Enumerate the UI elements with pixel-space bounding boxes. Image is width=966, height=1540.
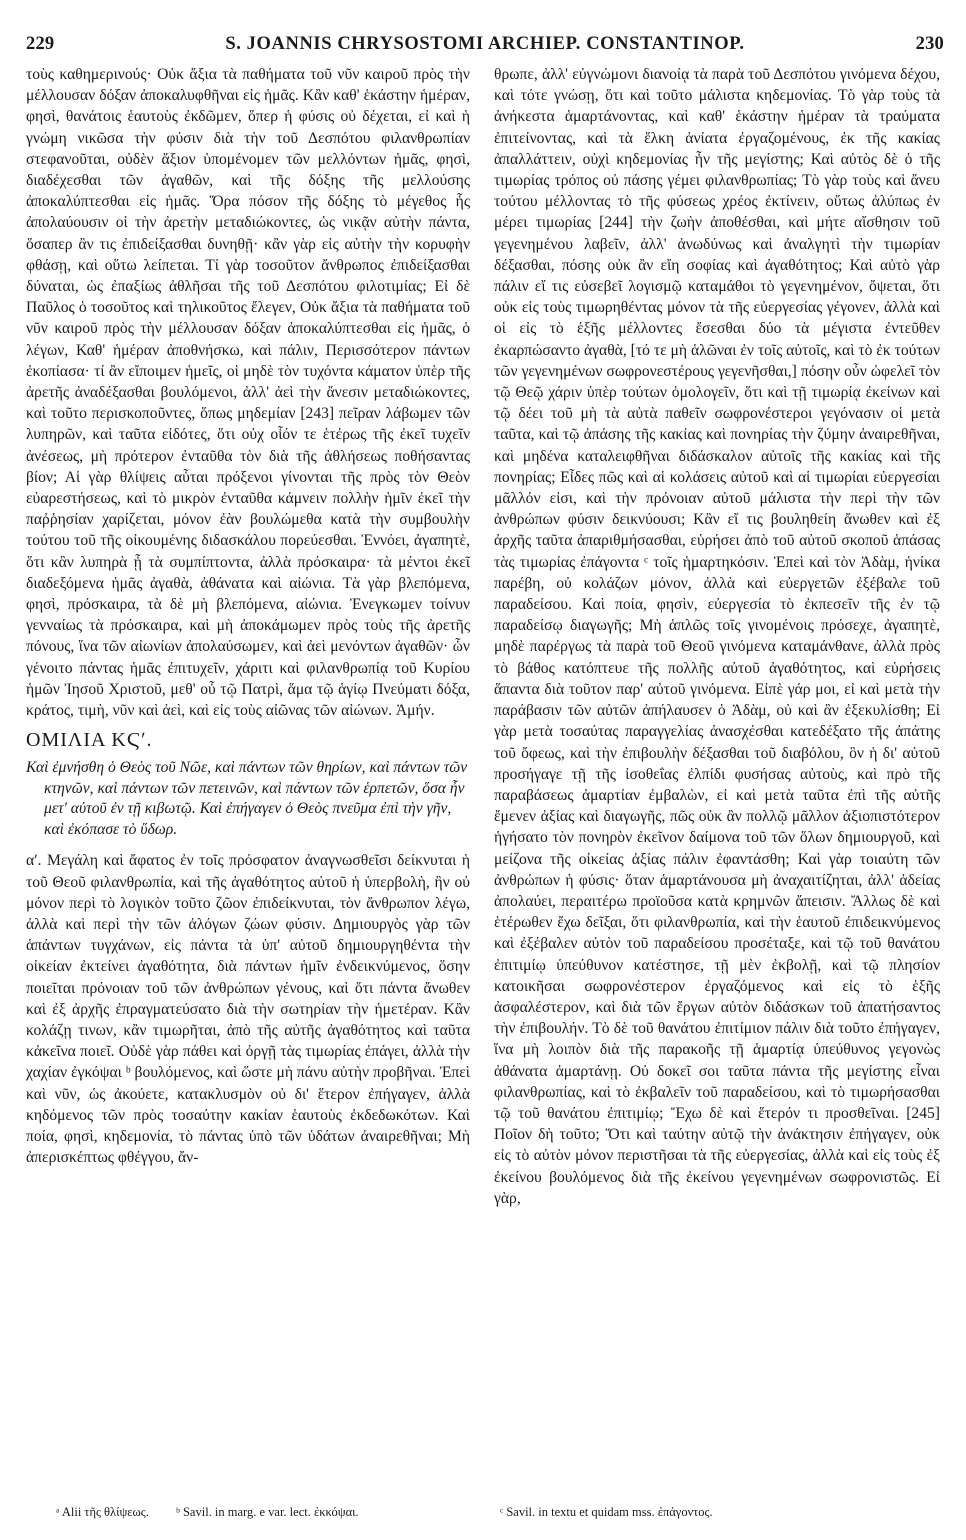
footnotes-left bbox=[56, 1504, 476, 1520]
running-header bbox=[26, 34, 944, 58]
left-paragraph-2: αʹ. Μεγάλη καὶ ἄφατος ἐν τοῖς πρόσφατον ἀναγνωσθεῖσι δείκνυται ἡ τοῦ Θεοῦ φιλανθρωπία, καὶ τῆς ἀγαθότητος αὐτοῦ ἡ ὑπερβολὴ, ἣν οὐ μόνον περὶ τὸ λογικὸν τοῦτο ζῶον ἐπιδείκνυται, τὸν ἄνθρωπον λέγω, ἀλλὰ καὶ περὶ τὴν τῶν ἀλόγων ζώων φύσιν. Δημιουργὸς γὰρ τῶν ἁπάντων τυγχάνων, εἰς πάντα τὰ ὑπ' αὐτοῦ δημιουργηθέντα τὴν οἰκείαν ἐκτείνει ἀγαθότητα, διὰ πάντων ἡμῖν ἐνδεικνύμενος, ὅσην ποιεῖται πρόνοιαν τοῦ τῶν ἀνθρώπων γένους, καὶ ὅτι πάντα ἄνωθεν καὶ ἐξ ἀρχῆς ἐπραγματεύσατο διὰ τὴν σωτηρίαν τὴν ἡμετέραν. Κἂν κολάζῃ τινων, κἂν τιμωρῆται, ἀπὸ τῆς αὐτῆς ἀγαθότητος καὶ ταῦτα κἀκεῖνα ποιεῖ. Οὐδὲ γὰρ πάθει καὶ ὀργῇ τὰς τιμωρίας ἐπάγει, ἀλλὰ τὴν χαχίαν ἐγκόψαι ᵇ βουλόμενος, καὶ ὥστε μὴ πάνυ αὐτὴν προβῆναι. Ἐπεὶ καὶ νῦν, ὡς ἀκούετε, κατακλυσμὸν οὐ δι' ἕτερον ἐπήγαγεν, ἀλλὰ κηδόμενος τῶν πρὸς τοσαύτην κακίαν ἑαυτοὺς ἐκδεδωκότων. Καὶ ποία, φησὶ, κηδεμονία, τὸ πάντας ὑπὸ τῶν ὑδάτων ἀναιρεθῆναι; Μὴ ἀπερισκέπτως φθέγγου, ἄν- bbox=[26, 852, 470, 1167]
page-number-left: 229 bbox=[26, 34, 55, 54]
right-paragraph-1: θρωπε, ἀλλ' εὐγνώμονι διανοίᾳ τὰ παρὰ τοῦ Δεσπότου γινόμενα δέχου, καὶ τότε γνώσῃ, ὅτι καὶ τοῦτο μάλιστα κηδεμονίας. Τὸ γὰρ τοὺς τὰ ἀνήκεστα ἁμαρτάνοντας, καὶ καθ' ἑκάστην ἡμέραν τὰ τραύματα ἐπιτείνοντας, καὶ τὰ ἕλκη ἀνίατα ἐργαζομένους, ἐκ τῆς κακίας ἀπαλλάττειν, οὐχὶ κηδεμονίας ἦν τῆς μεγίστης; Καὶ αὐτὸς δὲ ὁ τῆς τιμωρίας τρόπος οὐ πάσης γέμει φιλανθρωπίας; Τὸ γὰρ τοὺς καὶ ἄνευ τούτου μέλλοντας τὸ τῆς φύσεως χρέος ἐκτίνειν, οὕτως ἀλύπως ἐν μέρει τιμωρίας [244] τὴν ζωὴν ἀποθέσθαι, καὶ μήτε αἴσθησιν τοῦ γεγενημένου λαβεῖν, ἀλλ' ἀνωδύνως καὶ ἀναλγητὶ τὴν τιμωρίαν δέξασθαι, πόσης οὐκ ἂν εἴη σοφίας καὶ ἀγαθότητος; Καὶ αὐτὸ γὰρ πάλιν εἴ τις εὐσεβεῖ λογισμῷ καταμάθοι τὸ γεγενημένον, ὄψεται, ὅτι οὐκ εἰς τοὺς τιμωρηθέντας μόνον τὰ τῆς εὐεργεσίας γέγονεν, ἀλλὰ καὶ οἱ εἰς τὸ ἑξῆς μέλλοντες ἔσεσθαι δύο τὰ μέγιστα ἐντεῦθεν ἐκαρπώσαντο ἀγαθὰ, [τό τε μὴ ἁλῶναι ἐν τοῖς αὐτοῖς, καὶ τὸ ἐκ τούτων τῶν γεγενημένων σωφρονεστέρους γεγενῆσθαι,] πόσην οὖν ὠφελεῖ τὸν τῷ Θεῷ χάριν ὑπὲρ τούτων ὁμολογεῖν, ὅτι καὶ τῇ τιμωρίᾳ ἐκείνων καὶ τῷ δέει τοῦ μὴ τὰ αὐτὰ παθεῖν σωφρονέστεροι γεγόνασιν οἱ μετὰ ταῦτα, καὶ τῷ ἀπάσης τῆς κακίας καὶ πονηρίας τὴν ζύμην ἀναιρεθῆναι, καὶ μηδένα καταλειφθῆναι διδάσκαλον αὐτοῖς τῆς κακίας καὶ τῆς πονηρίας; Εἶδες πῶς καὶ αἱ κολάσεις αὐτοῦ καὶ αἱ τιμωρίαι εὐεργεσίαι μᾶλλόν εἰσι, καὶ τὴν πρόνοιαν αὐτοῦ μάλιστα τὴν περὶ τὴν τῶν ἀνθρώπων φύσιν δεικνύουσι; Κἂν εἴ τις βουληθείη ἄνωθεν καὶ ἐξ ἀρχῆς ταῦτα ἀπαριθμήσασθαι, εὑρήσει ἀπὸ τοῦ αὐτοῦ σκοποῦ ἁπάσας τὰς τιμωρίας ἐπάγοντα ᶜ τοῖς ἡμαρτηκόσιν. Ἐπεὶ καὶ τὸν Ἀδὰμ, ἡνίκα παρέβη, οὐ κολάζων μόνον, ἀλλὰ καὶ εὐεργετῶν ἐξέβαλε τοῦ παραδείσου. Καὶ ποία, φησὶν, εὐεργεσία τὸ ἐκπεσεῖν τῆς ἐν τῷ παραδείσῳ διαγωγῆς; Μὴ ἁπλῶς τοῖς γινομένοις πρόσεχε, ἀγαπητὲ, μηδὲ παρέργως τὰ παρὰ τοῦ Θεοῦ γινόμενα καταμάνθανε, ἀλλὰ πρὸς τὸ βάθος κατόπτευε τῆς πολλῆς αὐτοῦ ἀγαθότητος, καὶ εὑρήσεις ἅπαντα διὰ τοῦτον παρ' αὐτοῦ γινόμενα. Εἰπὲ γάρ μοι, εἰ καὶ μετὰ τὴν παράβασιν τῶν αὐτῶν ἀπήλαυσεν ὁ Ἀδὰμ, οὐ καὶ ἂν ἐξεκυλίσθη; Εἰ γὰρ μετὰ τοσαύτας παραγγελίας ἀνασχέσθαι κατεδέξατο τῆς ἀπάτης τοῦ ὄφεως, καὶ τὴν ἐπιβουλὴν δέξασθαι τοῦ διαβόλου, ὃν ἡ δι' αὐτοῦ προσήγαγε τῇ τῆς ἰσοθεΐας ἐλπίδι φυσήσας αὐτοὺς, καὶ πρὸ τῆς παραβάσεως ἁμαρτίαν ἐμβαλὼν, εἰ καὶ μετὰ ταῦτα ἐπὶ τῆς αὐτῆς ἔμενεν ἀξίας καὶ διαγωγῆς, πῶς οὐκ ἂν πολλῷ μᾶλλον ἀξιοπιστότερον ἡγήσατο τὸν πονηρὸν ἐκεῖνον δαίμονα τοῦ τῶν ὅλων δημιουργοῦ, καὶ μείζονα τῆς οἰκείας ἀξίας πάλιν ἐφαντάσθη; Καὶ γὰρ τοιαύτη τῶν ἀνθρώπων ἡ φύσις· ὅταν ἁμαρτάνουσα μὴ ἀναχαιτίζηται, ἀλλ' ἀδείας ἀπολαύει, περαιτέρω προϊοῦσα κατὰ κρημνῶν ἄπεισιν. Ἄλλως δὲ καὶ ἑτέρωθεν ἔχω δεῖξαι, ὅτι φιλανθρωπία, καὶ τὴν ἑαυτοῦ ἐπιδεικνύμενος καὶ ἐξέβαλεν αὐτὸν τοῦ παραδείσου προσέταξε, καὶ τῷ τοῦ θανάτου ἐπιτιμίῳ ὑπεύθυνον κατέστησε, τῇ μὲν ἐκβολῇ, καὶ τῷ πλησίον κατοικῆσαι σωφρονέστερον ἐργαζόμενος καὶ εἰς τὸ ἑξῆς ἀσφαλέστερον, καὶ διὰ τῶν ἔργων αὐτὸν διδάσκων τοῦ ἀπατήσαντος τὴν ἐπιβουλήν. Τὸ δὲ τοῦ θανάτου ἐπιτίμιον πάλιν διὰ τοῦτο ἐπήγαγεν, ἵνα μὴ λοιπὸν διὰ τῆς παρακοῆς τῇ ἁμαρτίᾳ ὑπεύθυνος γεγονὼς ἀθάνατα ἁμαρτάνῃ. Οὐ δοκεῖ σοι ταῦτα πάντα τῆς μεγίστης εἶναι φιλανθρωπίας, καὶ τὸ ἐκβαλεῖν τοῦ παραδείσου, καὶ τὸ τιμωρήσασθαι τῷ τοῦ θανάτου ἐπιτιμίῳ; Ἔχω δὲ καὶ ἕτερόν τι προσθεῖναι. [245] Ποῖον δὴ τοῦτο; Ὅτι καὶ ταύτην αὐτῷ τὴν ἀνάκτησιν ἐπήγαγεν, οὐκ εἰς τὸ αὐτὸν μόνον περιστῆσαι τὰ τῆς εὐεργεσίας, ἀλλὰ καὶ εἰς τοὺς ἐξ ἐκείνου βουλόμενος διὰ τῆς ἐκείνου γεγενημένων σωφρονιστῶς. Εἰ γὰρ, bbox=[494, 66, 940, 1207]
footnote-b: ᵇ Savil. in marg. e var. lect. ἐκκόψαι. bbox=[175, 1505, 359, 1519]
left-paragraph-1: τοὺς καθημερινούς· Οὐκ ἄξια τὰ παθήματα τοῦ νῦν καιροῦ πρὸς τὴν μέλλουσαν δόξαν ἀποκαλυφθῆναι εἰς ἡμᾶς. Κἂν καθ' ἑκάστην ἡμέραν, φησὶ, θανάτοις ἑαυτοὺς ἐκδῶμεν, ὅπερ ἡ φύσις οὐ δέχεται, εἰ καὶ ἡ γνώμη νικῶσα τὴν φύσιν διὰ τὴν τοῦ Δεσπότου φιλανθρωπίαν στεφανοῦται, οὐδὲν ἄξιον ὑπομένομεν τῶν μελλόντων ἡμᾶς, φησὶ, διαδέχεσθαι τῶν ἀγαθῶν, καὶ τῆς δόξης τῆς μελλούσης ἀποκαλύπτεσθαι εἰς ἡμᾶς. Ὅρα πόσον τῆς δόξης τὸ μέγεθος ἧς ἀπολαύουσιν οἱ τὴν ἀρετὴν μεταδιώκοντες, ὡς νικᾷν αὐτὴν πάντα, ὅσαπερ ἂν τις ἐπιδείξασθαι δυνηθῇ· κἂν γὰρ εἰς αὐτὴν τὴν κορυφὴν φθάσῃ, καὶ οὕτω λείπεται. Τί γὰρ τοσοῦτον ἄνθρωπος ἐπιδείξασθαι δύναται, ὡς ἐπαξίως ἀθλῆσαι τῆς τοῦ Δεσπότου φιλοτιμίας; Εἰ δὲ Παῦλος ὁ τοσοῦτος καὶ τηλικοῦτος ἔλεγεν, Οὐκ ἄξια τὰ παθήματα τοῦ νῦν καιροῦ πρὸς τὴν μέλλουσαν δόξαν ἀποκαλύπτεσθαι εἰς ἡμᾶς, ὁ λέγων, Καθ' ἡμέραν ἀποθνήσκω, καὶ πάλιν, Περισσότερον πάντων ἐκοπίασα· τί ἂν εἴποιμεν ἡμεῖς, οἱ μηδὲ τὸν τυχόντα κάματον ὑπὲρ τῆς ἀρετῆς ἀναδέξασθαι βουλόμενοι, ἀλλ' ἀεὶ τὴν ἄνεσιν μεταδιώκοντες, καὶ τοῦτο περισκοποῦντες, ὅπως μηδεμίαν [243] πεῖραν λάβωμεν τῶν λυπηρῶν, καὶ ταῦτα εἰδότες, ὅτι οὐχ οἷόν τε ἑτέρως τῆς ἐκεῖ τυχεῖν ἀνέσεως, μὴ πρότερον ἐνταῦθα τὸν διὰ τῆς ἀθλήσεως ποθήσαντας βίον; Αἱ γὰρ θλίψεις αὗται πρόξενοι γίνονται τῆς πρὸς τὸν Θεὸν εὐαρεστήσεως, καὶ τὸ μικρὸν ἐνταῦθα κάμνειν πολλὴν ἡμῖν ἐκεῖ τὴν παῤῥησίαν χαρίζεται, μόνον ἐὰν βουλώμεθα κατὰ τὴν συμβουλὴν τούτου τοῦ τῆς οἰκουμένης διδασκάλου πορεύεσθαι. Ἐννόει, ἀγαπητὲ, ὅτι κἂν λυπηρὰ ᾖ τὰ συμπίπτοντα, ἀλλὰ πρόσκαιρα· τὰ μέντοι ἐκεῖ διαδεξόμενα ἡμᾶς ἀγαθὰ, ἀθάνατα καὶ αἰώνια. Τὰ γὰρ βλεπόμενα, φησὶ, πρόσκαιρα, τὰ δὲ μὴ βλεπόμενα, αἰώνια. Ἐνεγκωμεν τοίνυν γενναίως τὰ πρόσκαιρα, καὶ μὴ ἀποκάμωμεν πρὸς τοὺς τῆς ἀρετῆς πόνους, ἵνα τῶν αἰωνίων ἀπολαύσωμεν, καὶ ἀεὶ μενόντων ἀγαθῶν· ὧν γένοιτο πάντας ἡμᾶς ἐπιτυχεῖν, χάριτι καὶ φιλανθρωπίᾳ τοῦ Κυρίου ἡμῶν Ἰησοῦ Χριστοῦ, μεθ' οὗ τῷ Πατρὶ, ἅμα τῷ ἁγίῳ Πνεύματι δόξα, κράτος, τιμὴ, νῦν καὶ ἀεὶ, καὶ εἰς τοὺς αἰῶνας τῶν αἰώνων. Ἀμήν. bbox=[26, 66, 470, 720]
footnote-a: ᵃ Alii τῆς θλίψεως. bbox=[56, 1505, 149, 1519]
footnotes-right bbox=[500, 1504, 930, 1520]
running-title: S. JOANNIS CHRYSOSTOMI ARCHIEP. CONSTANTINOP. bbox=[225, 34, 745, 54]
footnote-c: ᶜ Savil. in textu et quidam mss. ἐπάγοντος. bbox=[500, 1505, 713, 1519]
page-number-right: 230 bbox=[915, 34, 944, 54]
right-column bbox=[494, 64, 940, 1209]
homily-title: ΟΜΙΛΙΑ ΚϚʹ. bbox=[26, 729, 153, 752]
left-column bbox=[26, 64, 470, 1168]
homily-incipit: Καὶ ἐμνήσθη ὁ Θεὸς τοῦ Νῶε, καὶ πάντων τῶν θηρίων, καὶ πάντων τῶν κτηνῶν, καὶ πάντων τῶν πετεινῶν, καὶ πάντων τῶν ἑρπετῶν, ὅσα ἦν μετ' αὐτοῦ ἐν τῇ κιβωτῷ. Καὶ ἐπήγαγεν ὁ Θεὸς πνεῦμα ἐπὶ τὴν γῆν, καὶ ἐκόπασε τὸ ὕδωρ. bbox=[26, 759, 468, 838]
